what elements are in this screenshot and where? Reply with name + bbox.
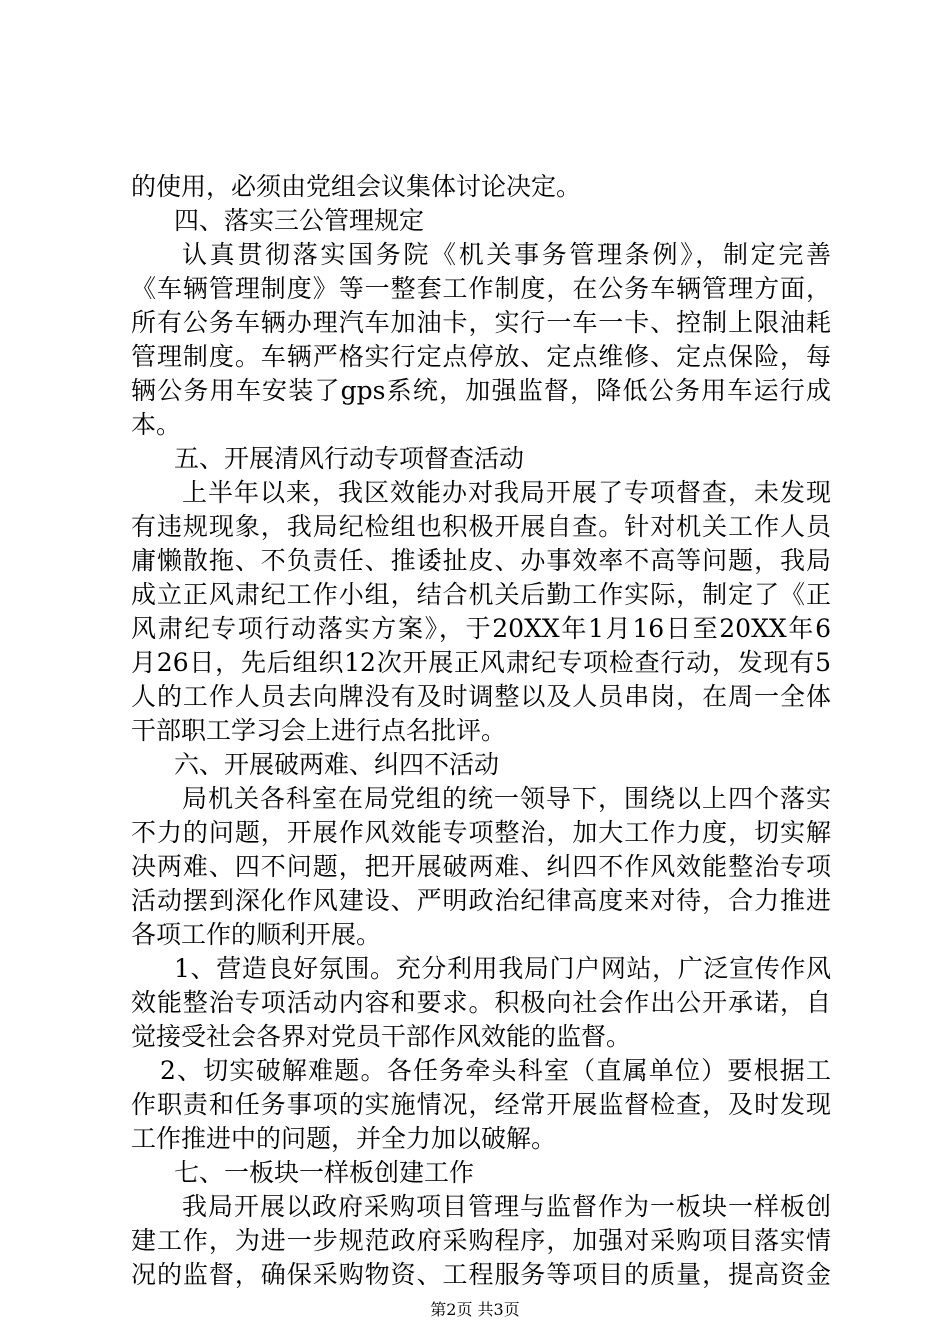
text-line: 2、切实破解难题。各任务牵头科室（直属单位）要根据工 xyxy=(160,1056,831,1085)
text-line: 所有公务车辆办理汽车加油卡，实行一车一卡、控制上限油耗 xyxy=(131,308,831,337)
text-line: 《车辆管理制度》等一整套工作制度，在公务车辆管理方面， xyxy=(131,274,831,303)
text-line: 建工作，为进一步规范政府采购程序，加强对采购项目落实情 xyxy=(131,1226,831,1255)
text-line: 况的监督，确保采购物资、工程服务等项目的质量，提高资金 xyxy=(131,1260,831,1289)
text-line: 管理制度。车辆严格实行定点停放、定点维修、定点保险，每 xyxy=(131,342,831,371)
text-line: 干部职工学习会上进行点名批评。 xyxy=(131,716,507,745)
text-line: 有违规现象，我局纪检组也积极开展自查。针对机关工作人员 xyxy=(131,512,831,541)
section-heading: 四、落实三公管理规定 xyxy=(174,206,425,235)
section-heading: 五、开展清风行动专项督查活动 xyxy=(174,444,525,473)
text-line: 上半年以来，我区效能办对我局开展了专项督查，未发现 xyxy=(182,478,831,507)
text-line: 局机关各科室在局党组的统一领导下，围绕以上四个落实 xyxy=(182,784,831,813)
text-line: 作职责和任务事项的实施情况，经常开展监督检查，及时发现 xyxy=(131,1090,831,1119)
text-line: 成立正风肃纪工作小组，结合机关后勤工作实际，制定了《正 xyxy=(131,580,831,609)
section-heading: 六、开展破两难、纠四不活动 xyxy=(174,750,500,779)
text-line: 月26日，先后组织12次开展正风肃纪专项检查行动，发现有5 xyxy=(131,648,831,677)
text-line: 辆公务用车安装了gps系统，加强监督，降低公务用车运行成 xyxy=(131,376,831,405)
text-line: 不力的问题，开展作风效能专项整治，加大工作力度，切实解 xyxy=(131,818,831,847)
text-line: 庸懒散拖、不负责任、推诿扯皮、办事效率不高等问题，我局 xyxy=(131,546,831,575)
text-line: 1、营造良好氛围。充分利用我局门户网站，广泛宣传作风 xyxy=(174,954,831,983)
text-line: 的使用，必须由党组会议集体讨论决定。 xyxy=(131,172,582,201)
text-line: 我局开展以政府采购项目管理与监督作为一板块一样板创 xyxy=(182,1192,831,1221)
text-line: 本。 xyxy=(131,410,182,439)
text-line: 各项工作的顺利开展。 xyxy=(131,920,382,949)
section-heading: 七、一板块一样板创建工作 xyxy=(174,1158,475,1187)
text-line: 人的工作人员去向牌没有及时调整以及人员串岗，在周一全体 xyxy=(131,682,831,711)
text-line: 觉接受社会各界对党员干部作风效能的监督。 xyxy=(131,1022,632,1051)
page-footer: 第2页 共3页 xyxy=(430,1300,520,1319)
text-line: 决两难、四不问题，把开展破两难、纠四不作风效能整治专项 xyxy=(131,852,831,881)
text-line: 效能整治专项活动内容和要求。积极向社会作出公开承诺，自 xyxy=(131,988,831,1017)
text-line: 工作推进中的问题，并全力加以破解。 xyxy=(131,1124,557,1153)
text-line: 活动摆到深化作风建设、严明政治纪律高度来对待，合力推进 xyxy=(131,886,831,915)
text-line: 认真贯彻落实国务院《机关事务管理条例》，制定完善 xyxy=(182,240,831,269)
text-line: 风肃纪专项行动落实方案》，于20XX年1月16日至20XX年6 xyxy=(131,614,831,643)
